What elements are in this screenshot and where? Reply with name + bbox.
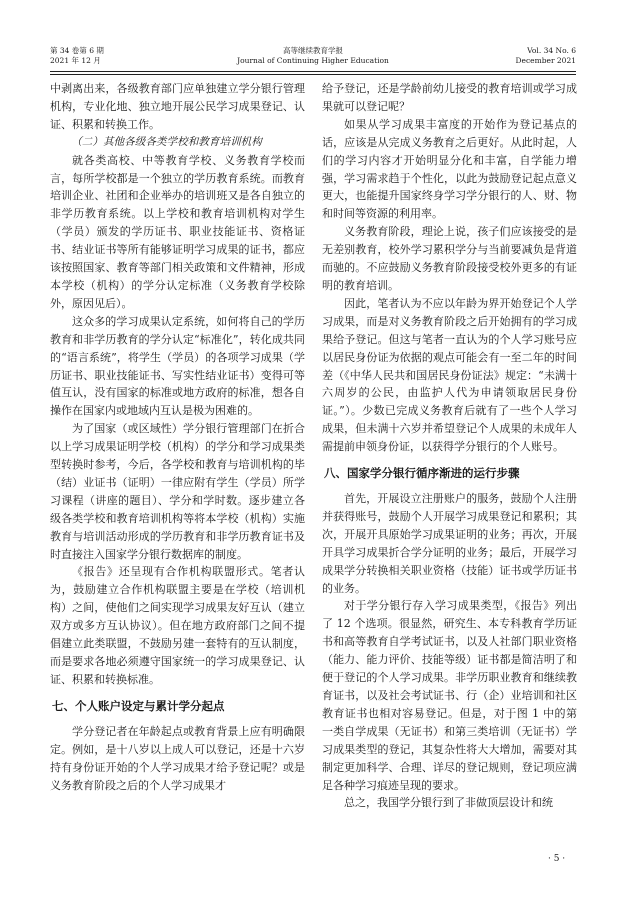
paragraph: 义务教育阶段，理论上说，孩子们应该接受的是无差别教育，校外学习累积学分与当前要减负是背道而驰的。不应鼓励义务教育阶段接受校外更多的有证明的教育培训。 [322, 225, 577, 292]
header-right [446, 46, 576, 66]
right-column [322, 80, 577, 848]
subsection-heading: （二）其他各级各类学校和教育培训机构 [71, 135, 262, 148]
header-rule-thin [50, 74, 576, 75]
header-journal-cn: 高等继续教育学报 [283, 46, 343, 55]
article-body [50, 80, 577, 848]
left-column [50, 80, 305, 848]
paragraph: 首先，开展设立注册账户的服务，鼓励个人注册并获得账号，鼓励个人开展学习成果登记和累积；其次，开展开具原始学习成果证明的业务；再次，开展开具学习成果折合学分证明的业务；最后，开展学习成果学分转换相关职业资格（技能）证书或学历证书的业务。 [322, 492, 577, 595]
paragraph: 就各类高校、中等教育学校、义务教育学校而言，每所学校都是一个独立的学历教育系统。而教育培训企业、社团和企业举办的培训班又是各自独立的非学历教育系统。以上学校和教育培训机构对学生（学员）颁发的学历证书、职业技能证书、资格证书、结业证书等所有能够证明学习成果的证书，都应该按照国家、教育等部门相关政策和文件精神，形成本学校（机构）的学分认定标准（义务教育学校除外，原因见后）。 [50, 153, 305, 310]
paragraph: 给予登记，还是学龄前幼儿接受的教育培训或学习成果就可以登记呢？ [322, 82, 577, 113]
paragraph: 学分登记者在年龄起点或教育背景上应有明确限定。例如，是十八岁以上成人可以登记，还是十六岁持有身份证开始的个人学习成果才给予登记呢？或是义务教育阶段之后的个人学习成果才 [50, 724, 305, 792]
paragraph: 总之，我国学分银行到了非做顶层设计和统 [344, 796, 553, 810]
paragraph: 《报告》还呈现有合作机构联盟形式。笔者认为，鼓励建立合作机构联盟主要是在学校（培训机构）之间，使他们之间实现学习成果友好互认（建立双方或多方互认协议）。但在地方政府部门之间不提倡建立此类联盟，不鼓励另建一套特有的互认制度，而是要求各地必须遵守国家统一的学习成果登记、认证、积累和转换标准。 [50, 565, 305, 686]
header-date-en: December 2021 [515, 56, 576, 65]
header-journal-en: Journal of Continuing Higher Education [237, 56, 389, 65]
header-rule-thick [50, 71, 576, 72]
section-heading: 八、国家学分银行循序渐进的运行步骤 [324, 466, 520, 481]
header-volume-cn: 第 34 卷第 6 期 [50, 46, 104, 55]
header-volume-en: Vol. 34 No. 6 [527, 46, 576, 55]
section-heading: 七、个人账户设定与累计学分起点 [52, 698, 225, 713]
running-header [50, 46, 576, 70]
paragraph: 为了国家（或区域性）学分银行管理部门在折合以上学习成果证明学校（机构）的学分和学习成果类型转换时参考，今后，各学校和教育与培训机构的毕（结）业证书（证明）一律应附有学生（学员）所学习课程（讲座的题目）、学分和学时数。逐步建立各级各类学校和教育培训机构等将本学校（机构）实施教育与培训活动形成的学历教育和非学历教育证书及时直接注入国家学分银行数据库的制度。 [50, 422, 305, 561]
paragraph: 对于学分银行存入学习成果类型，《报告》列出了 12 个选项。很显然，研究生、本专科教育学历证书和高等教育自学考试证书，以及人社部门职业资格（能力、能力评价、技能等级）证书都是简洁明了和便于登记的个人学习成果。非学历职业教育和继续教育证书，以及社会考试证书、行（企）业培训和社区教育证书也相对容易登记。但是，对于图 1 中的第一类自学成果（无证书）和第三类培训（无证书）学习成果类型的登记，其复杂性将大大增加，需要对其制定更加科学、合理、详尽的登记规则，登记项应满足各种学习痕迹呈现的要求。 [322, 599, 577, 792]
header-left [50, 46, 180, 66]
paragraph: 这众多的学习成果认定系统，如何将自己的学历教育和非学历教育的学分认定“标准化”，转化成共同的“语言系统”，将学生（学员）的各项学习成果（学历证书、职业技能证书、写实性结业证书）变得可等值互认，没有国家的标准或地方政府的标准，想各自操作在国家内或地域内互认是极为困难的。 [50, 314, 305, 418]
header-center [180, 46, 446, 66]
paragraph: 如果从学习成果丰富度的开始作为登记基点的话，应该是从完成义务教育之后更好。从此时起，人们的学习内容才开始明显分化和丰富，自学能力增强，学习需求趋于个性化，以此为鼓励登记起点意义更大，也能提升国家终身学习学分银行的人、财、物和时间等资源的利用率。 [322, 117, 577, 221]
paragraph: 因此，笔者认为不应以年龄为界开始登记个人学习成果，而是对义务教育阶段之后开始拥有的学习成果给予登记。但这与笔者一直认为的个人学习账号应以居民身份证为依据的观点可能会有一至二年的时间差（《中华人民共和国居民身份证法》规定：“未满十六周岁的公民，由监护人代为申请领取居民身份证。”）。少数已完成义务教育后就有了一些个人学习成果，但未满十六岁并希望登记个人成果的未成年人需提前申领身份证，以获得学分银行的个人账号。 [322, 296, 577, 454]
page-number: · 5 · [548, 854, 566, 864]
header-date-cn: 2021 年 12 月 [50, 56, 101, 65]
paragraph: 中剥离出来，各级教育部门应单独建立学分银行管理机构，专业化地、独立地开展公民学习成果登记、认证、积累和转换工作。 [50, 82, 305, 131]
